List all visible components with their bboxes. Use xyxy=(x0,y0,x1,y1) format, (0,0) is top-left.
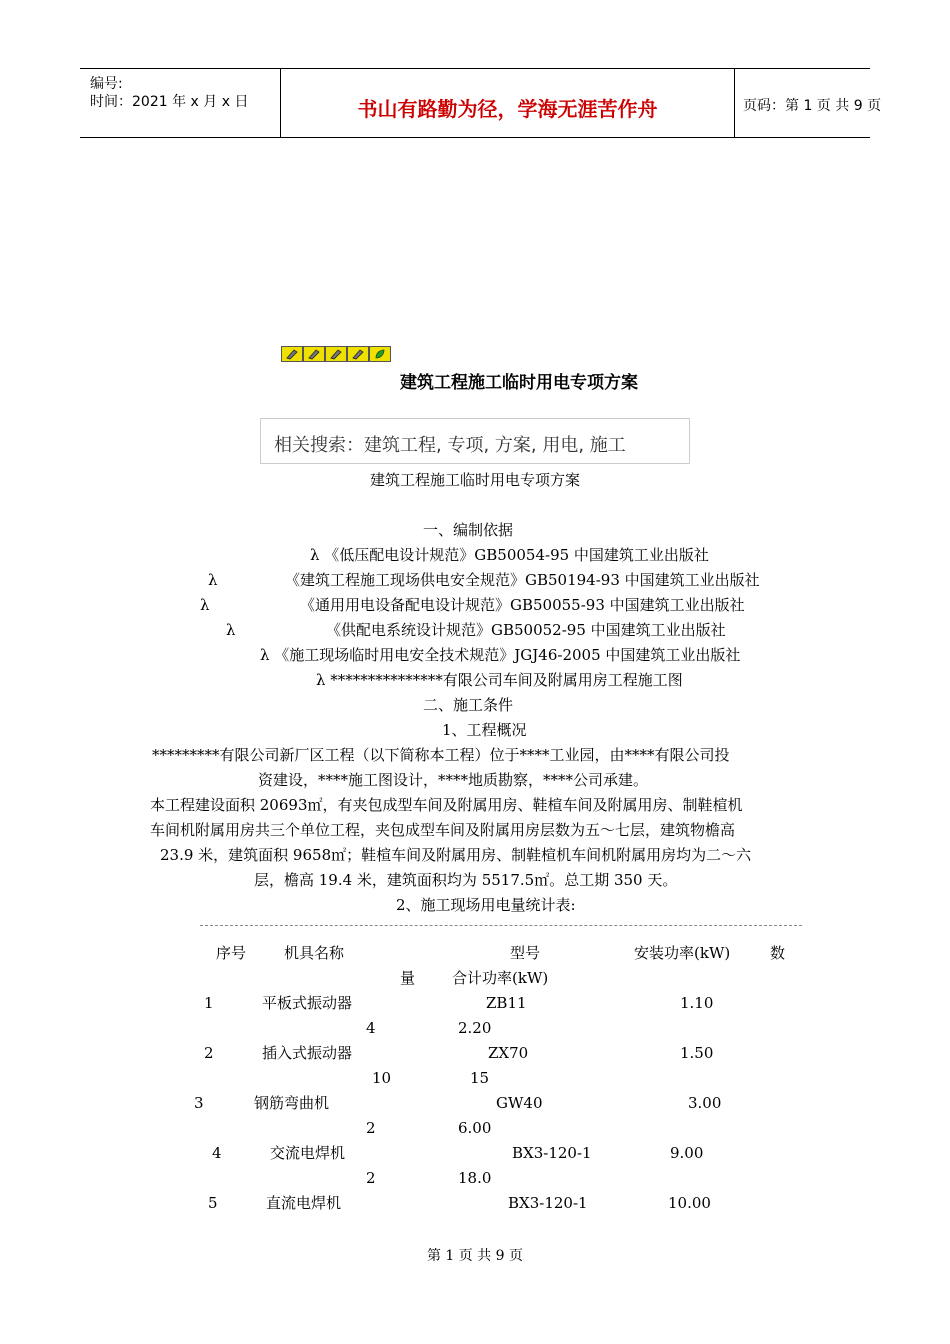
cell-name: 平板式振动器 xyxy=(262,994,353,1012)
overview-line: 本工程建设面积 20693㎡，有夹包成型车间及附属用房、鞋楦车间及附属用房、制鞋楦机 xyxy=(150,796,743,814)
cell-qty: 2 xyxy=(366,1119,376,1137)
header-total: 合计功率(kW) xyxy=(452,969,549,987)
header-power: 安装功率(kW) xyxy=(634,944,731,962)
cell-power: 1.50 xyxy=(680,1044,714,1062)
cell-model: ZX70 xyxy=(488,1044,529,1062)
basis-bullet: λ xyxy=(208,571,218,589)
cell-power: 10.00 xyxy=(668,1194,711,1212)
cell-model: GW40 xyxy=(496,1094,543,1112)
cell-qty: 4 xyxy=(366,1019,376,1037)
basis-bullet: λ xyxy=(226,621,236,639)
cell-name: 插入式振动器 xyxy=(262,1044,353,1062)
cell-qty: 2 xyxy=(366,1169,376,1187)
cell-model: ZB11 xyxy=(486,994,527,1012)
cell-seq: 5 xyxy=(208,1194,218,1212)
document-header xyxy=(80,68,882,138)
basis-item: 《供配电系统设计规范》GB50052-95 中国建筑工业出版社 xyxy=(326,621,726,639)
overview-heading: 1、工程概况 xyxy=(442,721,527,739)
related-search-text[interactable]: 相关搜索：建筑工程, 专项, 方案, 用电, 施工 xyxy=(274,435,626,456)
pencil-icon[interactable] xyxy=(303,346,325,362)
cell-model: BX3-120-1 xyxy=(508,1194,588,1212)
cell-total: 2.20 xyxy=(458,1019,492,1037)
cell-total: 15 xyxy=(470,1069,490,1087)
page-footer: 第 1 页 共 9 页 xyxy=(426,1248,524,1264)
pencil-icon[interactable] xyxy=(347,346,369,362)
header-seq: 序号 xyxy=(216,944,247,962)
header-model: 型号 xyxy=(510,944,541,962)
subtitle: 建筑工程施工临时用电专项方案 xyxy=(369,471,580,489)
page-info: 页码：第 1 页 共 9 页 xyxy=(743,98,882,114)
overview-line: 车间机附属用房共三个单位工程，夹包成型车间及附属用房层数为五～七层，建筑物檐高 xyxy=(150,821,736,839)
divider xyxy=(200,925,802,926)
header-qty-cont: 量 xyxy=(400,969,416,987)
cell-name: 直流电焊机 xyxy=(266,1194,342,1212)
header-qty: 数 xyxy=(770,944,786,962)
basis-item: 《通用用电设备配电设计规范》GB50055-93 中国建筑工业出版社 xyxy=(300,596,745,614)
basis-item: λ ***************有限公司车间及附属用房工程施工图 xyxy=(316,671,683,689)
cell-seq: 1 xyxy=(204,994,214,1012)
cell-model: BX3-120-1 xyxy=(512,1144,592,1162)
header-motto-cell xyxy=(281,69,735,137)
cell-total: 6.00 xyxy=(458,1119,492,1137)
table-heading: 2、施工现场用电量统计表: xyxy=(396,896,576,914)
cell-power: 1.10 xyxy=(680,994,714,1012)
cell-power: 3.00 xyxy=(688,1094,722,1112)
cell-power: 9.00 xyxy=(670,1144,704,1162)
toolbar-icons xyxy=(281,346,391,362)
header-page-cell xyxy=(735,69,882,137)
cell-seq: 2 xyxy=(204,1044,214,1062)
basis-item: 《建筑工程施工现场供电安全规范》GB50194-93 中国建筑工业出版社 xyxy=(285,571,760,589)
overview-line: 层，檐高 19.4 米，建筑面积均为 5517.5㎡。总工期 350 天。 xyxy=(254,871,678,889)
header-name: 机具名称 xyxy=(284,944,345,962)
motto: 书山有路勤为径，学海无涯苦作舟 xyxy=(357,97,658,121)
overview-line: 23.9 米，建筑面积 9658㎡；鞋楦车间及附属用房、制鞋楦机车间机附属用房均为二～六 xyxy=(160,846,752,864)
cell-name: 交流电焊机 xyxy=(270,1144,346,1162)
basis-item: λ 《施工现场临时用电安全技术规范》JGJ46-2005 中国建筑工业出版社 xyxy=(260,646,741,664)
conditions-heading: 二、施工条件 xyxy=(423,696,514,714)
number-label: 编号: xyxy=(90,76,123,92)
basis-heading: 一、编制依据 xyxy=(423,521,514,539)
cell-seq: 3 xyxy=(194,1094,204,1112)
cell-total: 18.0 xyxy=(458,1169,492,1187)
pencil-icon[interactable] xyxy=(281,346,303,362)
cell-qty: 10 xyxy=(372,1069,392,1087)
cell-name: 钢筋弯曲机 xyxy=(254,1094,330,1112)
cell-seq: 4 xyxy=(212,1144,222,1162)
overview-line: 资建设，****施工图设计，****地质勘察，****公司承建。 xyxy=(258,771,649,789)
time-label: 时间：2021 年 x 月 x 日 xyxy=(90,94,249,110)
header-meta xyxy=(80,69,281,137)
leaf-icon[interactable] xyxy=(369,346,391,362)
related-search-box[interactable] xyxy=(260,418,690,464)
overview-line: *********有限公司新厂区工程（以下简称本工程）位于****工业园，由****有限公司投 xyxy=(152,746,730,764)
basis-bullet: λ xyxy=(200,596,210,614)
basis-item: λ 《低压配电设计规范》GB50054-95 中国建筑工业出版社 xyxy=(310,546,709,564)
document-title: 建筑工程施工临时用电专项方案 xyxy=(400,373,638,393)
pencil-icon[interactable] xyxy=(325,346,347,362)
